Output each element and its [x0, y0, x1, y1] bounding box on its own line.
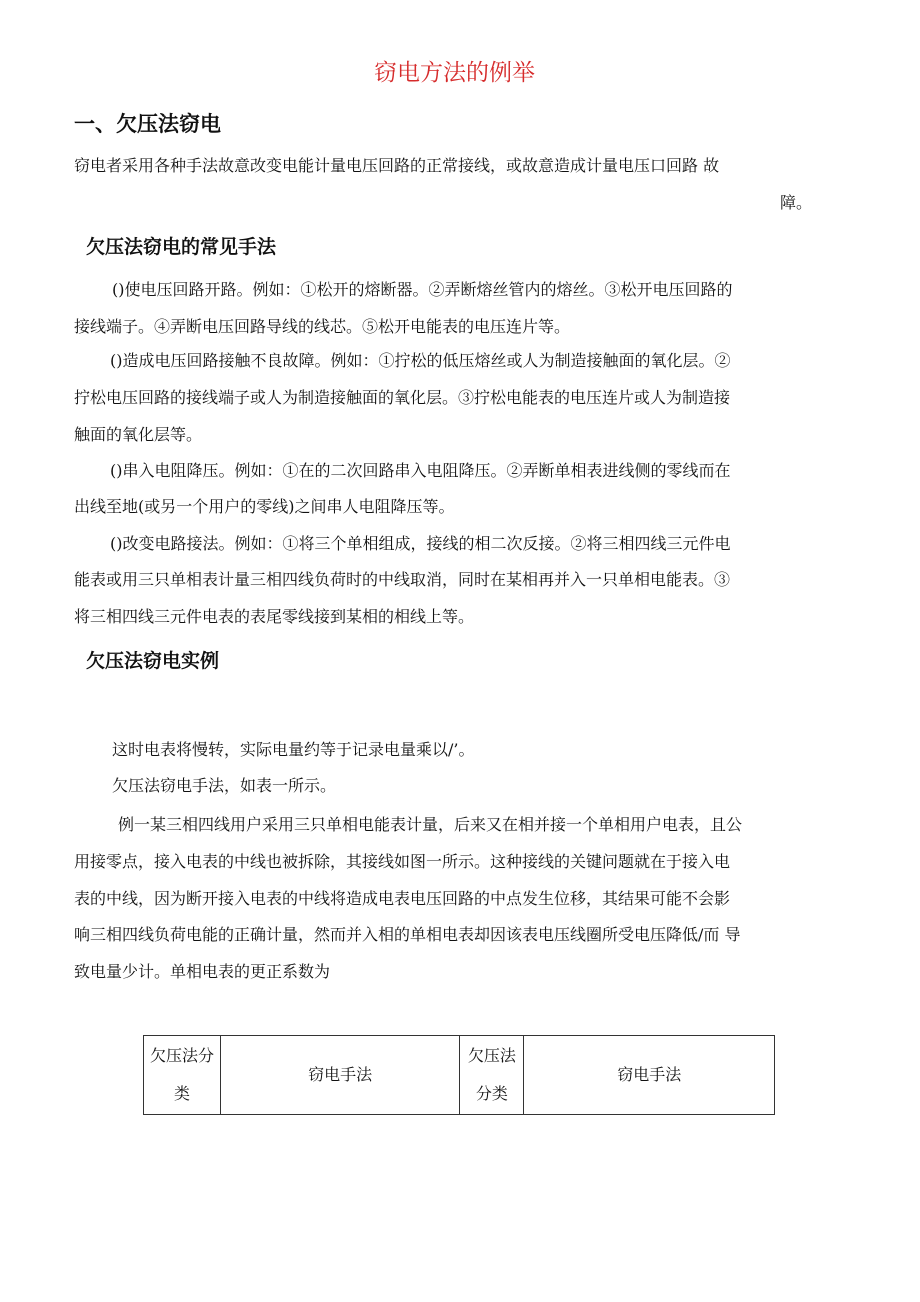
table-header-category-2 [460, 1036, 524, 1115]
table-header-category-2-line-1: 欠压法 [467, 1046, 516, 1065]
section-intro-line-2: 障。 [780, 193, 813, 212]
page-title: 窃电方法的例举 [374, 60, 535, 86]
section-heading-undervoltage: 一、欠压法窃电 [74, 112, 221, 136]
table-header-category-line-1: 欠压法分 [149, 1046, 214, 1065]
method-item-3-line-1: ()串入电阻降压。例如：①在的二次回路串入电阻降压。②弄断单相表进线侧的零线而在 [110, 461, 731, 480]
method-item-1-line-1: ()使电压回路开路。例如：①松开的熔断器。②弄断熔丝管内的熔丝。③松开电压回路的 [112, 280, 733, 299]
table-header-method-2: 窃电手法 [524, 1036, 775, 1115]
method-item-3-line-2: 出线至地(或另一个用户的零线)之间串人电阻降压等。 [74, 497, 455, 516]
method-item-2-line-2: 拧松电压回路的接线端子或人为制造接触面的氧化层。③拧松电能表的电压连片或人为制造接 [74, 388, 731, 407]
subsection-heading-examples: 欠压法窃电实例 [86, 650, 220, 672]
example-paragraph-line-1: 例一某三相四线用户采用三只单相电能表计量，后来又在相并接一个单相用户电表，且公 [118, 815, 743, 834]
method-item-4-line-3: 将三相四线三元件电表的表尾零线接到某相的相线上等。 [74, 607, 475, 626]
example-paragraph-line-5: 致电量少计。单相电表的更正系数为 [74, 962, 331, 981]
example-paragraph-line-2: 用接零点，接入电表的中线也被拆除，其接线如图一所示。这种接线的关键问题就在于接入电 [74, 852, 731, 871]
method-item-2-line-1: ()造成电压回路接触不良故障。例如：①拧松的低压熔丝或人为制造接触面的氧化层。② [110, 351, 731, 370]
table-header-category-line-2: 类 [173, 1084, 190, 1103]
example-paragraph-line-3: 表的中线，因为断开接入电表的中线将造成电表电压回路的中点发生位移，其结果可能不会影 [74, 889, 731, 908]
undervoltage-method-table [143, 1035, 775, 1115]
example-paragraph-line-4: 响三相四线负荷电能的正确计量，然而并入相的单相电表却因该表电压线圈所受电压降低/而 导 [74, 925, 741, 944]
table-row [144, 1036, 775, 1115]
method-item-4-line-1: ()改变电路接法。例如：①将三个单相组成，接线的相二次反接。②将三相四线三元件电 [110, 534, 731, 553]
table-header-category [144, 1036, 221, 1115]
method-item-2-line-3: 触面的氧化层等。 [74, 425, 203, 444]
table-header-method: 窃电手法 [220, 1036, 460, 1115]
method-item-4-line-2: 能表或用三只单相表计量三相四线负荷时的中线取消，同时在某相再并入一只单相电能表。③ [74, 570, 731, 589]
example-slow-meter-text: 这时电表将慢转，实际电量约等于记录电量乘以/’。 [112, 740, 475, 759]
example-table-reference: 欠压法窃电手法，如表一所示。 [112, 776, 337, 795]
section-intro-line-1: 窃电者采用各种手法故意改变电能计量电压回路的正常接线，或故意造成计量电压口回路 故 [74, 156, 720, 175]
table-header-category-2-line-2: 分类 [475, 1084, 508, 1103]
method-item-1-line-2: 接线端子。④弄断电压回路导线的线芯。⑤松开电能表的电压连片等。 [74, 317, 571, 336]
subsection-heading-methods: 欠压法窃电的常见手法 [86, 236, 277, 258]
